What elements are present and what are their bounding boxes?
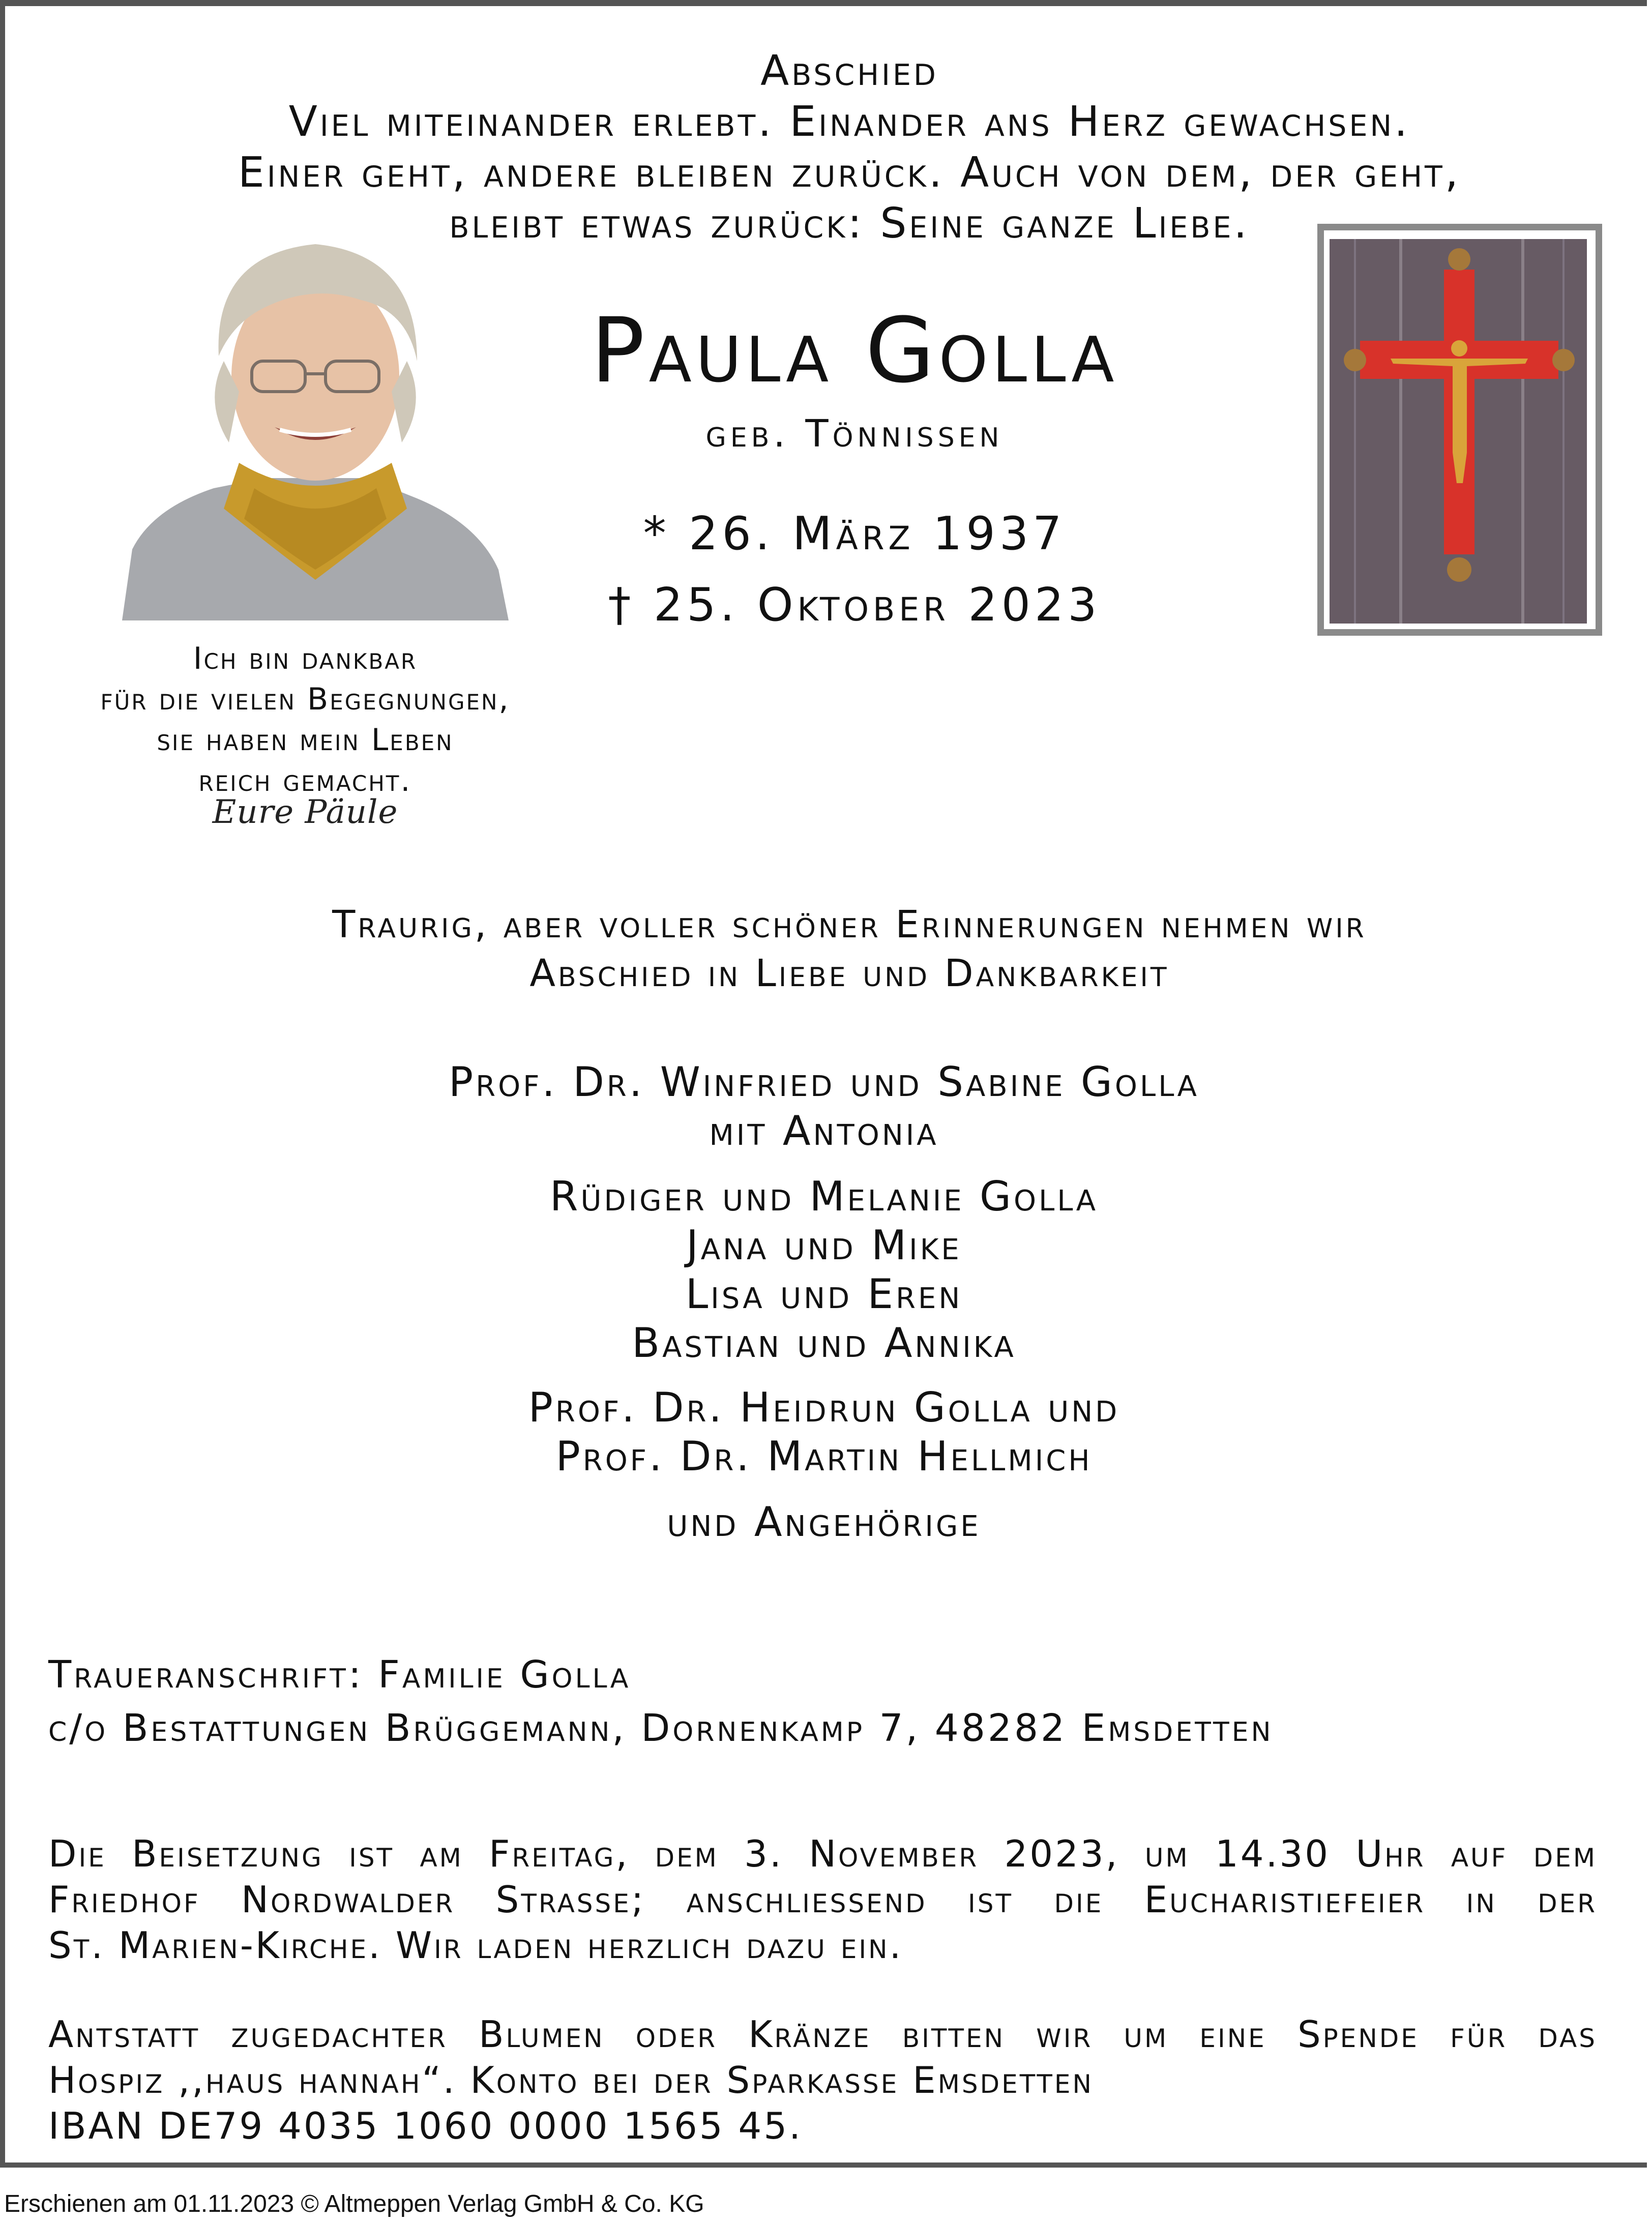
funeral-line: Die Beisetzung ist am Freitag, dem 3. November 2023, um 14.30 Uhr auf dem — [48, 1832, 1597, 1875]
handwritten-signature: Eure Päule — [212, 793, 398, 831]
quote-line: reich gemacht. — [198, 763, 412, 798]
quote-line: sie haben mein Leben — [157, 722, 454, 758]
birth-date: * 26. März 1937 — [643, 507, 1066, 560]
intro-line: Einer geht, andere bleiben zurück. Auch von dem, der geht, — [238, 149, 1461, 197]
death-date: † 25. Oktober 2023 — [608, 578, 1101, 632]
donation-info — [48, 2011, 1597, 2149]
family-closing: und Angehörige — [667, 1498, 981, 1546]
mourning-statement — [173, 900, 1526, 998]
crucifix-image — [1330, 239, 1587, 624]
publication-footer: Erschienen am 01.11.2023 © Altmeppen Verlag GmbH & Co. KG — [4, 2190, 704, 2217]
intro-verse — [173, 46, 1526, 249]
deceased-name: Paula Golla — [591, 299, 1118, 403]
family-member: Prof. Dr. Winfried und Sabine Golla — [449, 1058, 1199, 1106]
portrait-photo — [122, 224, 509, 620]
quote-line: Ich bin dankbar — [193, 641, 418, 676]
family-group-3 — [275, 1383, 1373, 1481]
family-group-2 — [275, 1172, 1373, 1368]
address-line-1: Traueranschrift: Familie Golla — [48, 1653, 631, 1697]
family-member: Jana und Mike — [686, 1222, 962, 1269]
funeral-line: St. Marien-Kirche. Wir laden herzlich dazu ein. — [48, 1924, 903, 1967]
family-member: mit Antonia — [709, 1107, 939, 1154]
mourning-line: Traurig, aber voller schöner Erinnerungen nehmen wir — [332, 903, 1367, 946]
life-dates — [498, 498, 1211, 641]
intro-line: bleibt etwas zurück: Seine ganze Liebe. — [449, 199, 1250, 248]
funeral-line: Friedhof Nordwalder Strasse; anschliessend ist die Eucharistiefeier in der — [48, 1878, 1597, 1921]
family-member: Prof. Dr. Heidrun Golla und — [528, 1384, 1120, 1431]
address-line-2: c/o Bestattungen Brüggemann, Dornenkamp 7, 48282 Emsdetten — [48, 1706, 1274, 1750]
funeral-info — [48, 1831, 1597, 1968]
birth-name: geb. Tönnissen — [705, 412, 1004, 456]
donation-line: Hospiz ,,haus hannah“. Konto bei der Sparkasse Emsdetten — [48, 2059, 1094, 2101]
quote-block — [46, 638, 565, 801]
donation-line: Antstatt zugedachter Blumen oder Kränze bitten wir um eine Spende für das — [48, 2013, 1597, 2056]
mourning-line: Abschied in Liebe und Dankbarkeit — [529, 952, 1169, 995]
family-group-1 — [275, 1058, 1373, 1156]
intro-title: Abschied — [760, 47, 938, 95]
family-member: Rüdiger und Melanie Golla — [549, 1173, 1099, 1220]
intro-line: Viel miteinander erlebt. Einander ans Herz gewachsen. — [288, 98, 1410, 146]
family-member: Prof. Dr. Martin Hellmich — [555, 1433, 1093, 1480]
family-member: Bastian und Annika — [632, 1319, 1016, 1367]
family-member: Lisa und Eren — [685, 1270, 963, 1318]
donation-line: IBAN DE79 4035 1060 0000 1565 45. — [48, 2105, 803, 2147]
quote-line: für die vielen Begegnungen, — [100, 682, 510, 717]
